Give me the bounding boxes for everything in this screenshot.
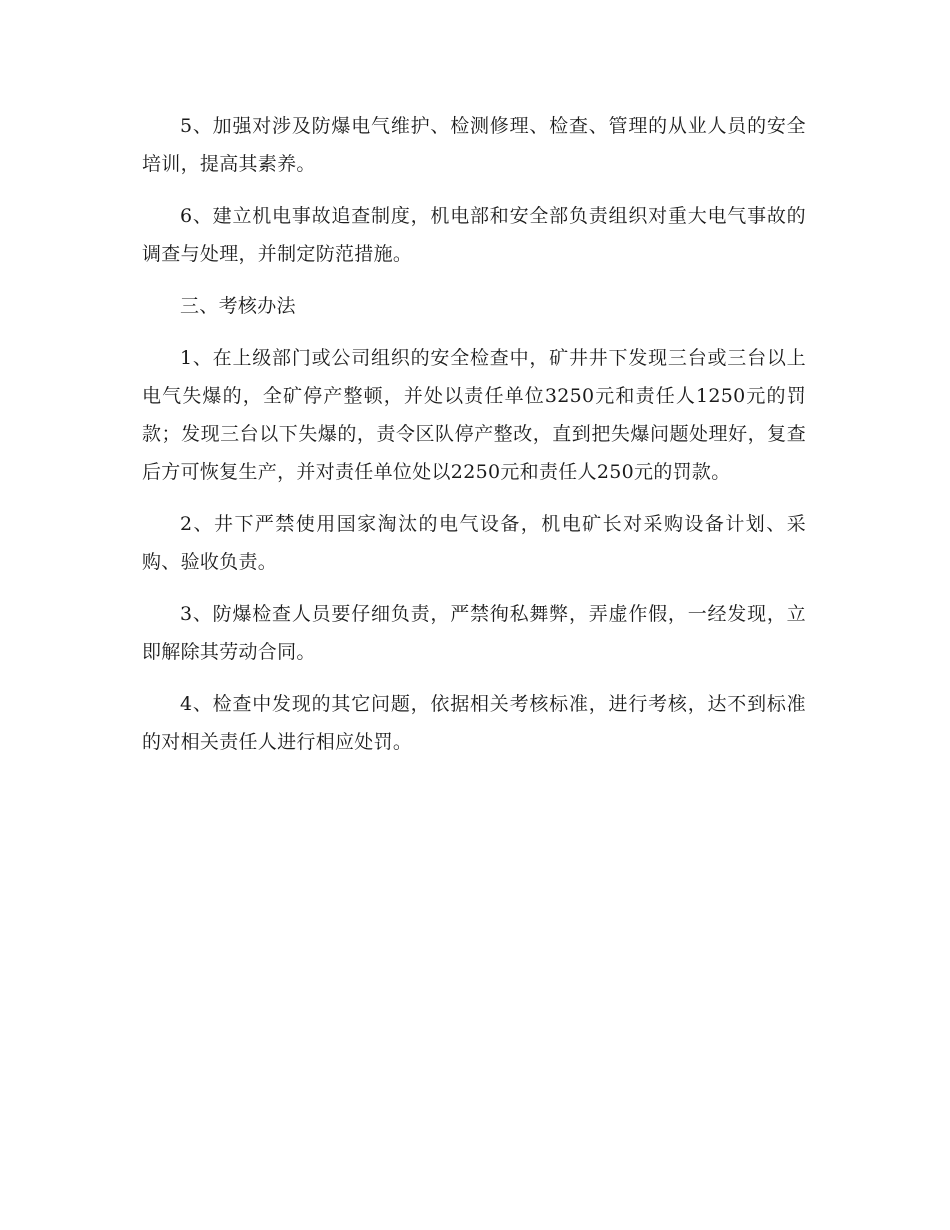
paragraph-item-5: 5、加强对涉及防爆电气维护、检测修理、检查、管理的从业人员的安全培训，提高其素养。 [142, 115, 806, 175]
document-body [142, 107, 806, 775]
assessment-item-4: 4、检查中发现的其它问题，依据相关考核标准，进行考核，达不到标准的对相关责任人进行相应处罚。 [142, 693, 806, 753]
section-heading: 三、考核办法 [180, 295, 296, 317]
assessment-item-2: 2、井下严禁使用国家淘汰的电气设备，机电矿长对采购设备计划、采购、验收负责。 [142, 513, 806, 573]
paragraph-item-6: 6、建立机电事故追查制度，机电部和安全部负责组织对重大电气事故的调查与处理，并制定防范措施。 [142, 205, 806, 265]
assessment-item-3: 3、防爆检查人员要仔细负责，严禁徇私舞弊，弄虚作假，一经发现，立即解除其劳动合同。 [142, 603, 806, 663]
assessment-item-1: 1、在上级部门或公司组织的安全检查中，矿井井下发现三台或三台以上电气失爆的，全矿停产整顿，并处以责任单位3250元和责任人1250元的罚款；发现三台以下失爆的，责令区队停产整改，直到把失爆问题处理好，复查后方可恢复生产，并对责任单位处以2250元和责任人250元的罚款。 [142, 347, 806, 483]
